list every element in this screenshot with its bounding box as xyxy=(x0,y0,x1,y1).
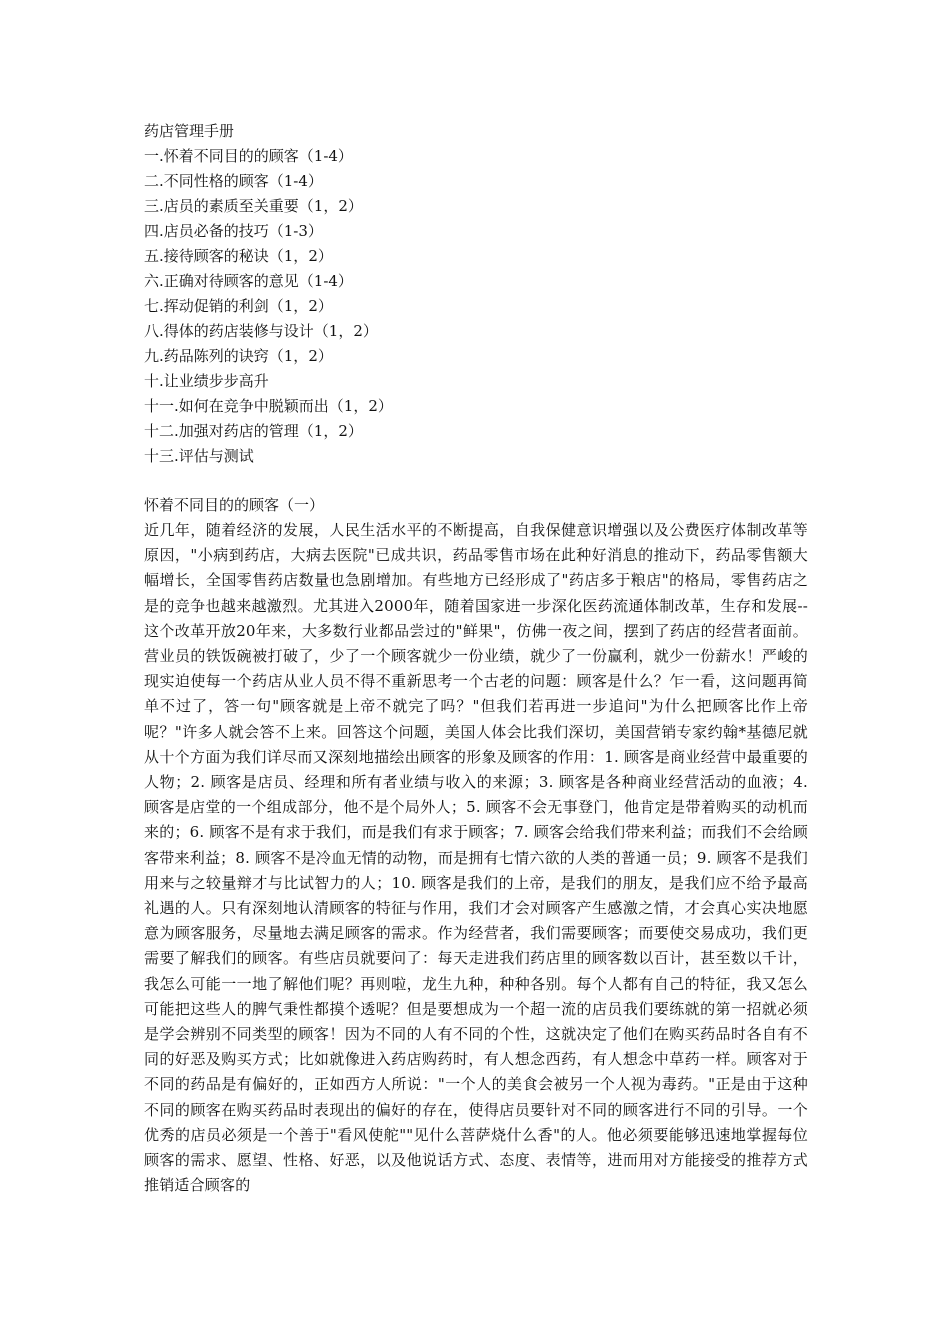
toc-item: 七.挥动促销的利剑（1，2） xyxy=(144,297,333,315)
document-title: 药店管理手册 xyxy=(144,122,235,140)
body-paragraph: 近几年，随着经济的发展，人民生活水平的不断提高，自我保健意识增强以及公费医疗体制改革等原因，"小病到药店，大病去医院"已成共识，药品零售市场在此种好消息的推动下，药品零售额大幅增长，全国零售药店数量也急剧增加。有些地方已经形成了"药店多于粮店"的格局，零售药店之是的竞争也越来越激烈。尤其进入2000年，随着国家进一步深化医药流通体制改革，生存和发展--这个改革开放20年来，大多数行业都品尝过的"鲜果"，仿佛一夜之间，摆到了药店的经营者面前。营业员的铁饭碗被打破了，少了一个顾客就少一份业绩，就少了一份赢利，就少一份薪水！严峻的现实迫使每一个药店从业人员不得不重新思考一个古老的问题：顾客是什么？乍一看，这问题再简单不过了，答一句"顾客就是上帝不就完了吗？"但我们若再进一步追问"为什么把顾客比作上帝呢？"许多人就会答不上来。回答这个问题，美国人体会比我们深切，美国营销专家约翰*基德尼就从十个方面为我们详尽而又深刻地描绘出顾客的形象及顾客的作用：1. 顾客是商业经营中最重要的人物；2. 顾客是店员、经理和所有者业绩与收入的来源；3. 顾客是各种商业经营活动的血液；4. 顾客是店堂的一个组成部分，他不是个局外人；5. 顾客不会无事登门，他肯定是带着购买的动机而来的；6. 顾客不是有求于我们，而是我们有求于顾客；7. 顾客会给我们带来利益；而我们不会给顾客带来利益；8. 顾客不是冷血无情的动物，而是拥有七情六欲的人类的普通一员；9. 顾客不是我们用来与之较量辩才与比试智力的人；10. 顾客是我们的上帝，是我们的朋友，是我们应不给予最高礼遇的人。只有深刻地认清顾客的特征与作用，我们才会对顾客产生感激之情，才会真心实决地愿意为顾客服务，尽量地去满足顾客的需求。作为经营者，我们需要顾客；而要使交易成功，我们更需要了解我们的顾客。有些店员就要问了：每天走进我们药店里的顾客数以百计，甚至数以千计，我怎么可能一一地了解他们呢？再则啦，龙生九种，种种各别。每个人都有自己的特征，我又怎么可能把这些人的脾气秉性都摸个透呢？但是要想成为一个超一流的店员我们要练就的第一招就必须是学会辨别不同类型的顾客！因为不同的人有不同的个性，这就决定了他们在购买药品时各自有不同的好恶及购买方式；比如就像进入药店购药时，有人想念西药，有人想念中草药一样。顾客对于不同的药品是有偏好的，正如西方人所说："一个人的美食会被另一个人视为毒药。"正是由于这种不同的顾客在购买药品时表现出的偏好的存在，使得店员要针对不同的顾客进行不同的引导。一个优秀的店员必须是一个善于"看风使舵""见什么菩萨烧什么香"的人。他必须要能够迅速地掌握每位顾客的需求、愿望、性格、好恶，以及他说话方式、态度、表情等，进而用对方能接受的推荐方式推销适合顾客的 xyxy=(144,521,808,1195)
section-spacer xyxy=(144,469,808,493)
toc-item: 六.正确对待顾客的意见（1-4） xyxy=(144,272,353,290)
table-of-contents xyxy=(144,144,808,469)
toc-item: 十一.如何在竞争中脱颖而出（1，2） xyxy=(144,397,393,415)
toc-item: 二.不同性格的顾客（1-4） xyxy=(144,172,323,190)
section-heading: 怀着不同目的的顾客（一） xyxy=(144,496,325,514)
toc-item: 一.怀着不同目的的顾客（1-4） xyxy=(144,147,353,165)
document-page xyxy=(144,119,808,1198)
toc-item: 八.得体的药店装修与设计（1，2） xyxy=(144,322,378,340)
toc-item: 十.让业绩步步高升 xyxy=(144,372,269,390)
toc-item: 五.接待顾客的秘诀（1，2） xyxy=(144,247,333,265)
toc-item: 四.店员必备的技巧（1-3） xyxy=(144,222,323,240)
toc-item: 十三.评估与测试 xyxy=(144,447,254,465)
toc-item: 十二.加强对药店的管理（1，2） xyxy=(144,422,363,440)
toc-item: 九.药品陈列的诀窍（1，2） xyxy=(144,347,333,365)
toc-item: 三.店员的素质至关重要（1，2） xyxy=(144,197,363,215)
